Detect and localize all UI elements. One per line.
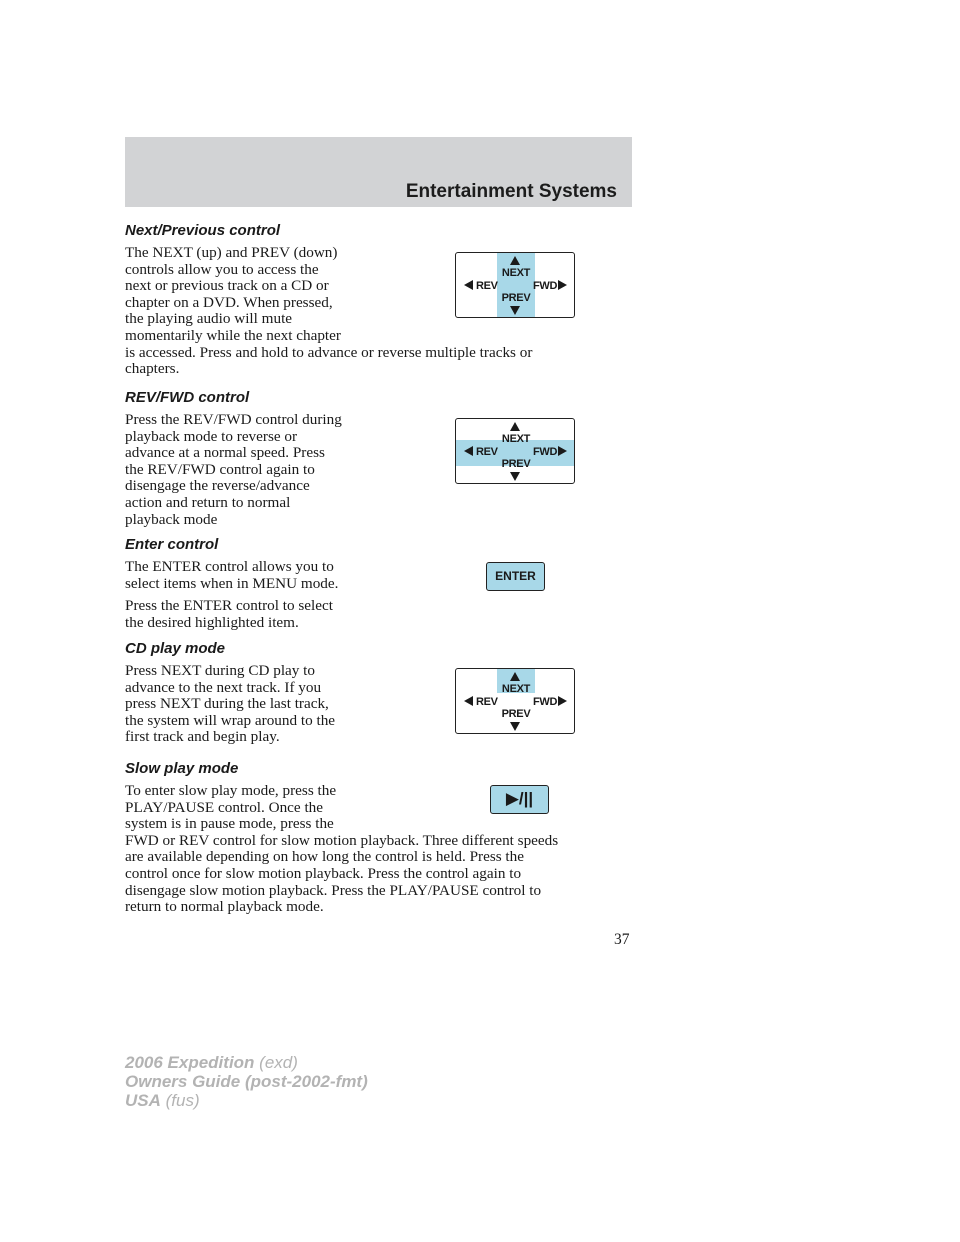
left-arrow-icon xyxy=(464,696,473,706)
rev-label: REV xyxy=(476,446,498,458)
next-label: NEXT xyxy=(501,683,531,695)
left-arrow-icon xyxy=(464,280,473,290)
prev-label: PREV xyxy=(501,458,531,470)
cd-next-control-illustration xyxy=(455,668,575,734)
rev-label: REV xyxy=(476,280,498,292)
rev-fwd-control-illustration xyxy=(455,418,575,484)
right-arrow-icon xyxy=(558,696,567,706)
down-arrow-icon xyxy=(510,722,520,731)
right-arrow-icon xyxy=(558,446,567,456)
play-pause-button-illustration: ▶/|| xyxy=(490,785,549,814)
heading-enter: Enter control xyxy=(125,536,219,553)
fwd-label: FWD xyxy=(533,446,558,458)
enter-button-illustration: ENTER xyxy=(486,562,545,591)
up-arrow-icon xyxy=(510,422,520,431)
down-arrow-icon xyxy=(510,472,520,481)
fwd-label: FWD xyxy=(533,696,558,708)
up-arrow-icon xyxy=(510,672,520,681)
left-arrow-icon xyxy=(464,446,473,456)
page-number: 37 xyxy=(614,931,630,948)
right-arrow-icon xyxy=(558,280,567,290)
prev-label: PREV xyxy=(501,708,531,720)
prev-label: PREV xyxy=(501,292,531,304)
heading-slow-play-mode: Slow play mode xyxy=(125,760,239,777)
up-arrow-icon xyxy=(510,256,520,265)
footer-model-line: 2006 Expedition (exd) xyxy=(125,1053,298,1072)
heading-next-previous: Next/Previous control xyxy=(125,222,281,239)
footer xyxy=(125,1053,368,1110)
paragraph-rev-fwd: Press the REV/FWD control during playback mode to reverse or advance at a normal speed. Press the REV/FWD control again to disengage the reverse/advance action and return to normal playback mode xyxy=(125,411,342,528)
fwd-label: FWD xyxy=(533,280,558,292)
down-arrow-icon xyxy=(510,306,520,315)
paragraph-cd-play-mode: Press NEXT during CD play to advance to the next track. If you press NEXT during the last track, the system will wrap around to the first track and begin play. xyxy=(125,662,336,746)
footer-region-line: USA (fus) xyxy=(125,1091,200,1110)
next-label: NEXT xyxy=(501,267,531,279)
header-band xyxy=(125,137,632,207)
next-prev-control-illustration xyxy=(455,252,575,318)
paragraph-next-previous: The NEXT (up) and PREV (down) controls allow you to access the next or previous track on a CD or chapter on a DVD. When pressed, the playing audio will mute momentarily while the next chapter is accessed. Press and hold to advance or reverse multiple tracks or chapters. xyxy=(125,244,533,378)
heading-rev-fwd: REV/FWD control xyxy=(125,389,250,406)
heading-cd-play-mode: CD play mode xyxy=(125,640,226,657)
paragraph-enter-1: The ENTER control allows you to select items when in MENU mode. xyxy=(125,558,339,592)
footer-guide-line: Owners Guide (post-2002-fmt) xyxy=(125,1072,368,1091)
section-title: Entertainment Systems xyxy=(405,181,617,202)
paragraph-enter-2: Press the ENTER control to select the desired highlighted item. xyxy=(125,597,333,631)
rev-label: REV xyxy=(476,696,498,708)
next-label: NEXT xyxy=(501,433,531,445)
paragraph-slow-play-mode: To enter slow play mode, press the PLAY/PAUSE control. Once the system is in pause mode, press the FWD or REV control for slow motion playback. Three different speeds are available depending on how long the control is held. Press the control once for slow motion playback. Press the control again to disengage slow motion playback. Press the PLAY/PAUSE control to return to normal playback mode. xyxy=(125,782,559,916)
